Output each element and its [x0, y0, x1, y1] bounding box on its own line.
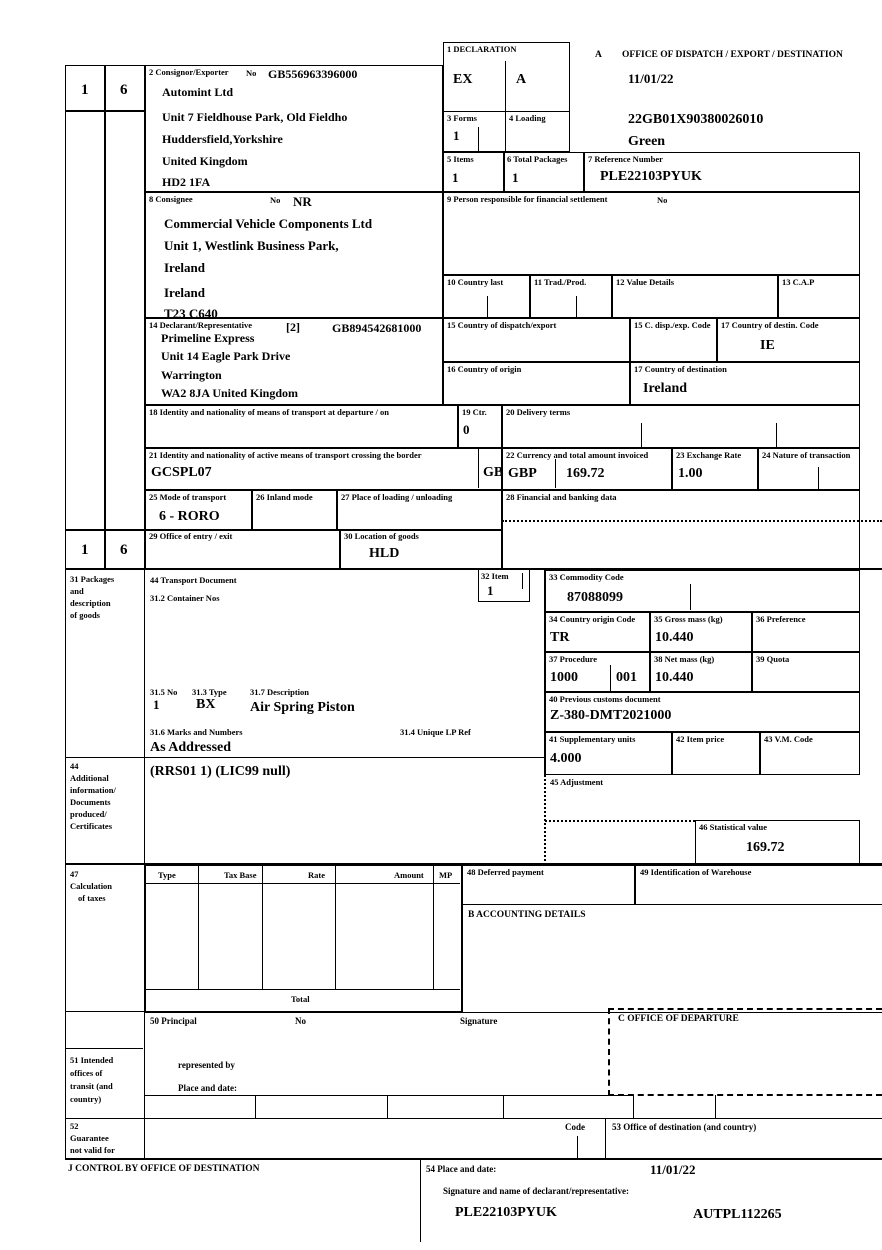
box6-value: 1 — [512, 170, 519, 185]
box51-label-line4: country) — [70, 1094, 102, 1104]
box8-line5: T23 C640 — [164, 306, 218, 321]
box25-value: 6 - RORO — [159, 509, 220, 524]
transit-row-bottom-rule — [65, 1118, 882, 1119]
tax-header-type: Type — [158, 870, 176, 880]
tax-header-amount: Amount — [394, 870, 424, 880]
box53-label: 53 Office of destination (and country) — [612, 1122, 757, 1132]
box2-line1: Automint Ltd — [162, 85, 234, 99]
box20-delivery-terms — [502, 405, 860, 448]
box11-trad-prod — [530, 275, 612, 318]
item-lp-ref-label: 31.4 Unique LP Ref — [400, 727, 471, 737]
copy-number-box-6 — [104, 65, 145, 112]
box7-label: 7 Reference Number — [588, 154, 663, 164]
box37-label: 37 Procedure — [549, 654, 598, 664]
section-c-office-departure — [608, 1008, 882, 1096]
box15a-dispatch-code — [630, 318, 717, 362]
box53-left-border — [605, 1118, 606, 1160]
tax-col-divider-1 — [198, 866, 199, 989]
box54-signature-name: AUTPL112265 — [693, 1207, 782, 1222]
box45-label: 45 Adjustment — [550, 777, 604, 787]
box44-value: (RRS01 1) (LIC99 null) — [150, 764, 291, 779]
box17-value: Ireland — [643, 381, 688, 396]
box8-eori: NR — [293, 194, 312, 209]
box29-label: 29 Office of entry / exit — [149, 531, 233, 541]
section-a-letter: A — [595, 50, 602, 60]
box6-label: 6 Total Packages — [507, 154, 568, 164]
box21-value: GCSPL07 — [151, 465, 212, 480]
box27-place-loading — [337, 490, 502, 531]
box17-label: 17 Country of destination — [634, 364, 727, 374]
box15-label: 15 Country of dispatch/export — [447, 320, 557, 330]
box40-previous-document — [545, 692, 860, 732]
box50-signature-label: Signature — [460, 1016, 498, 1026]
box28-label: 28 Financial and banking data — [506, 492, 617, 502]
box19-label: 19 Ctr. — [462, 407, 487, 417]
box22-currency-amount — [502, 448, 672, 490]
box46-label: 46 Statistical value — [699, 822, 767, 832]
box17-country-destination — [630, 362, 860, 405]
box43-vm-code — [760, 732, 860, 775]
box30-location-goods — [340, 529, 502, 570]
transit-cell-divider-5 — [715, 1095, 716, 1118]
box14-label: 14 Declarant/Representative — [149, 320, 252, 330]
box37-value1: 1000 — [550, 670, 578, 685]
box24-label: 24 Nature of transaction — [762, 450, 851, 460]
tax-total-label: Total — [291, 994, 310, 1004]
box44-top-rule — [65, 757, 545, 758]
box14-line4: WA2 8JA United Kingdom — [161, 386, 299, 400]
box1-declaration-type: EX — [453, 72, 473, 87]
box33-value: 87088099 — [567, 590, 623, 605]
left-column-cell — [104, 110, 145, 531]
box47-label-line2: Calculation — [70, 881, 113, 891]
box2-line2: Unit 7 Fieldhouse Park, Old Fieldho — [162, 110, 348, 124]
tax-table — [145, 865, 462, 1012]
box38-label: 38 Net mass (kg) — [654, 654, 715, 664]
box1-label: 1 DECLARATION — [447, 44, 517, 54]
box52-label-line2: Guarantee — [70, 1133, 109, 1143]
box14-rep-code: [2] — [286, 320, 300, 334]
box50-no-label: No — [295, 1016, 306, 1026]
section-j-title: J CONTROL BY OFFICE OF DESTINATION — [68, 1164, 260, 1174]
box6-total-packages — [503, 152, 585, 192]
box51-label-line1: 51 Intended — [70, 1055, 114, 1065]
box32-label: 32 Item — [481, 571, 509, 581]
box3-tick — [478, 127, 479, 151]
box48-label: 48 Deferred payment — [467, 867, 544, 877]
box5-value: 1 — [452, 170, 459, 185]
transit-cell-divider-3 — [503, 1095, 504, 1118]
box23-label: 23 Exchange Rate — [676, 450, 742, 460]
box14-line1: Primeline Express — [161, 331, 255, 345]
box22-divider — [555, 459, 556, 488]
box2-no-label: No — [246, 68, 257, 78]
box19-ctr — [458, 405, 502, 448]
box25-label: 25 Mode of transport — [149, 492, 227, 502]
box50-represented-by: represented by — [178, 1060, 235, 1070]
box13-cap — [778, 275, 860, 318]
box54-label: 54 Place and date: — [426, 1164, 497, 1174]
box31-label-line1: 31 Packages — [70, 574, 115, 584]
box49-label: 49 Identification of Warehouse — [640, 867, 752, 877]
box44-label-line4: Documents — [70, 797, 111, 807]
box20-label: 20 Delivery terms — [506, 407, 571, 417]
box8-consignee — [145, 192, 443, 321]
box36-preference — [752, 612, 860, 652]
tax-header-base: Tax Base — [224, 870, 257, 880]
box1-declaration-subtype: A — [516, 72, 527, 87]
box17a-label: 17 Country of destin. Code — [721, 320, 819, 330]
box7-reference-number — [583, 152, 860, 192]
item-marks-value: As Addressed — [150, 740, 232, 755]
box28-financial-banking — [502, 490, 860, 570]
section-b-left-border — [462, 905, 463, 1012]
box22-amount: 169.72 — [566, 466, 605, 481]
box24-tick — [818, 467, 819, 489]
copy-number-box-6-lower — [104, 529, 145, 570]
box31-label-column — [65, 570, 145, 865]
section-a-routing: Green — [628, 134, 666, 149]
box46-statistical-value — [695, 820, 860, 865]
tax-col-divider-4 — [433, 866, 434, 989]
box41-label: 41 Supplementary units — [549, 734, 636, 744]
box34-value: TR — [550, 630, 570, 645]
box35-gross-mass — [650, 612, 752, 652]
box35-label: 35 Gross mass (kg) — [654, 614, 723, 624]
copy-number: 1 — [81, 82, 89, 98]
box39-quota — [752, 652, 860, 692]
box23-exchange-rate — [672, 448, 758, 490]
box46-value: 169.72 — [746, 840, 785, 855]
box8-no-label: No — [270, 195, 281, 205]
transit-cell-divider-1 — [255, 1095, 256, 1118]
box52-label-line3: not valid for — [70, 1145, 115, 1155]
section-a-date: 11/01/22 — [628, 71, 674, 86]
box21-label: 21 Identity and nationality of active means of transport crossing the border — [149, 450, 422, 460]
section-b-title: B ACCOUNTING DETAILS — [468, 910, 586, 920]
box17a-value: IE — [760, 338, 775, 353]
box45-dotted-bottom-border — [545, 820, 695, 822]
box51-label-line3: transit (and — [70, 1081, 113, 1091]
box44-label-line5: produced/ — [70, 809, 107, 819]
item-no-value: 1 — [153, 697, 160, 712]
box5-items — [443, 152, 505, 192]
item-marks-label: 31.6 Marks and Numbers — [150, 727, 243, 737]
box28-dotted-rule — [502, 520, 882, 522]
box31-2-label: 31.2 Container Nos — [150, 593, 220, 603]
tax-col-divider-2 — [262, 866, 263, 989]
box51-label-line2: offices of — [70, 1068, 103, 1078]
box33-tick — [690, 584, 691, 610]
box54-left-border — [420, 1160, 421, 1242]
box27-label: 27 Place of loading / unloading — [341, 492, 453, 502]
left-column-cell — [65, 110, 106, 531]
box47-label-line3: of taxes — [78, 893, 106, 903]
box50-place-date: Place and date: — [178, 1083, 237, 1093]
item-description-value: Air Spring Piston — [250, 700, 355, 715]
section-a-mrn: 22GB01X90380026010 — [628, 112, 764, 127]
box43-label: 43 V.M. Code — [764, 734, 813, 744]
tax-header-mp: MP — [439, 870, 453, 880]
box10-label: 10 Country last — [447, 277, 504, 287]
box52-code-tick — [577, 1136, 578, 1158]
box35-value: 10.440 — [655, 630, 694, 645]
box2-line3: Huddersfield,Yorkshire — [162, 132, 283, 146]
box33-label: 33 Commodity Code — [549, 572, 624, 582]
box21-nationality: GB — [483, 465, 504, 480]
box44t-label: 44 Transport Document — [150, 575, 237, 585]
box9-financial-settlement — [443, 192, 860, 275]
box54-date: 11/01/22 — [650, 1162, 696, 1177]
box51-top-rule — [66, 1048, 143, 1049]
box50-label: 50 Principal — [150, 1016, 197, 1026]
box42-label: 42 Item price — [676, 734, 725, 744]
box38-value: 10.440 — [655, 670, 694, 685]
box30-label: 30 Location of goods — [344, 531, 419, 541]
box31-label-line3: description — [70, 598, 111, 608]
box2-line5: HD2 1FA — [162, 175, 211, 189]
box48-deferred-payment — [462, 865, 635, 905]
transit-row-top-rule — [145, 1095, 633, 1096]
box32-tick — [522, 573, 523, 589]
tax-col-divider-3 — [335, 866, 336, 989]
box18-transport-departure — [145, 405, 458, 448]
box3-forms-value: 1 — [453, 128, 460, 143]
item-type-value: BX — [196, 697, 216, 712]
box33-commodity-code — [545, 570, 860, 612]
item-no-label: 31.5 No — [150, 687, 178, 697]
item-type-label: 31.3 Type — [192, 687, 227, 697]
box36-label: 36 Preference — [756, 614, 806, 624]
box8-line2: Unit 1, Westlink Business Park, — [164, 238, 339, 253]
box10-country-last — [443, 275, 530, 318]
box21-active-transport — [145, 448, 502, 490]
box17a-destination-code — [717, 318, 860, 362]
box29-office-entry-exit — [145, 529, 340, 570]
box9-label: 9 Person responsible for financial settlement — [447, 194, 608, 204]
box34-label: 34 Country origin Code — [549, 614, 636, 624]
box16-label: 16 Country of origin — [447, 364, 522, 374]
section-c-title: C OFFICE OF DEPARTURE — [618, 1014, 739, 1024]
box52-code-label: Code — [565, 1122, 585, 1132]
copy-number: 6 — [120, 82, 128, 98]
transit-cell-divider-4 — [633, 1095, 634, 1118]
box40-label: 40 Previous customs document — [549, 694, 661, 704]
box11-tick — [576, 296, 577, 317]
box5-label: 5 Items — [447, 154, 474, 164]
box34-country-origin-code — [545, 612, 650, 652]
tax-header-rate: Rate — [308, 870, 325, 880]
box3-label: 3 Forms — [447, 113, 477, 123]
box51-label-column — [65, 1012, 145, 1160]
box54-signature-reference: PLE22103PYUK — [455, 1205, 557, 1220]
box41-value: 4.000 — [550, 751, 582, 766]
box44-label-line6: Certificates — [70, 821, 113, 831]
box19-value: 0 — [463, 422, 470, 437]
transit-cell-divider-2 — [387, 1095, 388, 1118]
box44-label-line1: 44 — [70, 761, 79, 771]
box22-label: 22 Currency and total amount invoiced — [506, 450, 649, 460]
box54-signature-label: Signature and name of declarant/representative: — [443, 1186, 629, 1196]
box26-inland-mode — [252, 490, 337, 531]
box8-line3: Ireland — [164, 260, 205, 275]
box8-label: 8 Consignee — [149, 194, 193, 204]
section-a-title: OFFICE OF DISPATCH / EXPORT / DESTINATION — [622, 50, 843, 60]
box37-divider — [610, 665, 611, 691]
box32-item — [478, 570, 530, 602]
box2-line4: United Kingdom — [162, 154, 248, 168]
copy-number-box-1-lower — [65, 529, 106, 570]
box20-tick-1 — [641, 423, 642, 447]
box15a-label: 15 C. disp./exp. Code — [634, 320, 711, 330]
box2-consignor-exporter — [145, 65, 443, 192]
copy-number: 6 — [120, 542, 128, 558]
box39-label: 39 Quota — [756, 654, 790, 664]
box41-supplementary-units — [545, 732, 672, 775]
box38-net-mass — [650, 652, 752, 692]
box31-label-line4: of goods — [70, 610, 100, 620]
box25-mode-transport — [145, 490, 252, 531]
box12-label: 12 Value Details — [616, 277, 675, 287]
box7-value: PLE22103PYUK — [600, 169, 702, 184]
box2-label: 2 Consignor/Exporter — [149, 67, 229, 77]
box14-line2: Unit 14 Eagle Park Drive — [161, 349, 291, 363]
item-description-label: 31.7 Description — [250, 687, 310, 697]
box8-line1: Commercial Vehicle Components Ltd — [164, 216, 373, 231]
tax-total-rule — [146, 989, 460, 990]
box44-label-line2: Additional — [70, 773, 109, 783]
box14-line3: Warrington — [161, 368, 222, 382]
box30-value: HLD — [369, 546, 400, 561]
box52-label-line1: 52 — [70, 1121, 79, 1131]
box16-country-origin — [443, 362, 630, 405]
box14-eori: GB894542681000 — [332, 321, 422, 335]
box1-divider — [505, 61, 506, 153]
box44-label-line3: information/ — [70, 785, 116, 795]
box20-tick-2 — [776, 423, 777, 447]
box47-label-column — [65, 865, 145, 1012]
box9-no-label: No — [657, 195, 668, 205]
box31-label-line2: and — [70, 586, 84, 596]
box13-label: 13 C.A.P — [782, 277, 815, 287]
copy-number-box-1 — [65, 65, 106, 112]
box1-forms-divider — [444, 111, 569, 112]
box8-line4: Ireland — [164, 285, 205, 300]
box22-currency: GBP — [508, 466, 537, 481]
box18-label: 18 Identity and nationality of means of transport at departure / on — [149, 407, 389, 417]
box32-value: 1 — [487, 583, 494, 598]
box37-procedure — [545, 652, 650, 692]
box40-value: Z-380-DMT2021000 — [550, 708, 672, 723]
box2-eori: GB556963396000 — [268, 67, 358, 81]
box12-value-details — [612, 275, 778, 318]
box4-label: 4 Loading — [509, 113, 546, 123]
control-section-top-rule — [65, 1158, 882, 1160]
box49-warehouse-id — [635, 865, 882, 905]
tax-header-rule — [146, 883, 460, 884]
box11-label: 11 Trad./Prod. — [534, 277, 587, 287]
box14-declarant-representative — [145, 318, 443, 405]
box24-nature-transaction — [758, 448, 860, 490]
box26-label: 26 Inland mode — [256, 492, 313, 502]
box21-nationality-divider — [478, 449, 479, 488]
box42-item-price — [672, 732, 760, 775]
copy-number: 1 — [81, 542, 89, 558]
box10-tick — [487, 296, 488, 317]
box1-declaration — [443, 42, 570, 152]
box37-value2: 001 — [616, 670, 637, 685]
box15-country-dispatch — [443, 318, 630, 362]
box47-label-line1: 47 — [70, 869, 79, 879]
box23-value: 1.00 — [678, 466, 703, 481]
